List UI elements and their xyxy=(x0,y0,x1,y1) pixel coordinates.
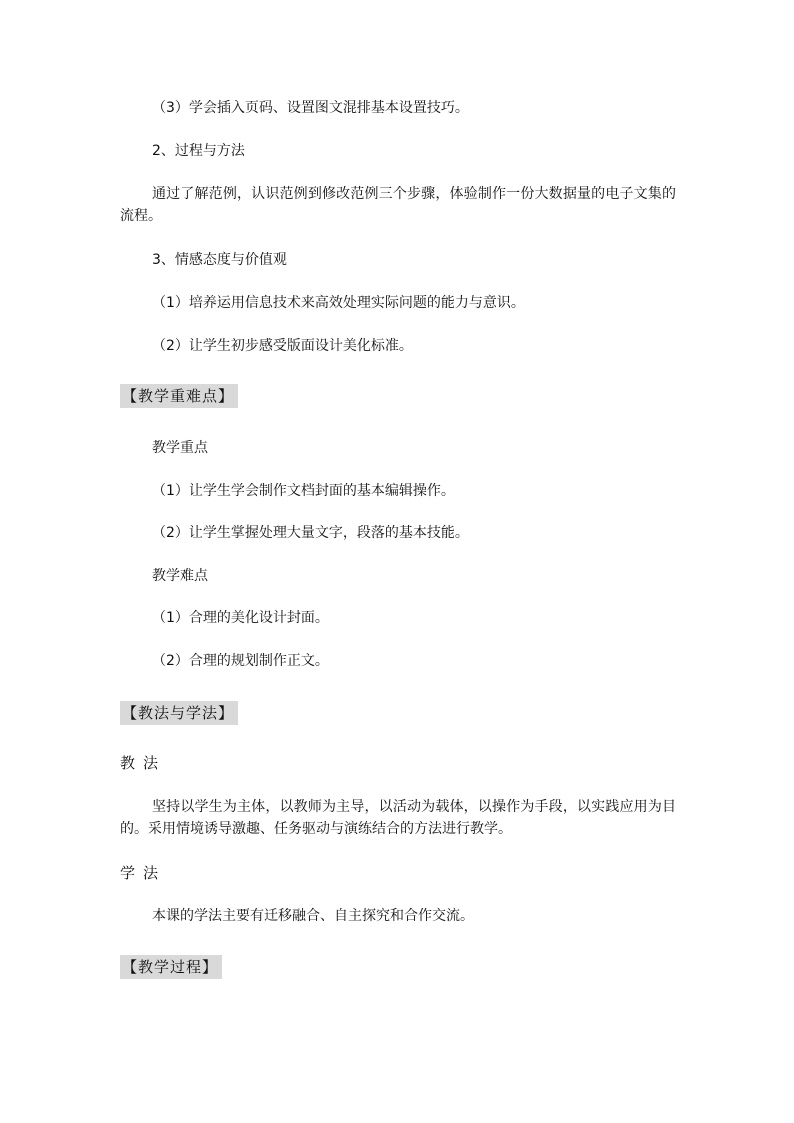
difficult-point-1: （1）合理的美化设计封面。 xyxy=(152,610,329,626)
key-point-1: （1）让学生学会制作文档封面的基本编辑操作。 xyxy=(152,483,455,499)
teaching-method-title: 教法 xyxy=(120,754,167,772)
attitude-item-1: （1）培养运用信息技术来高效处理实际问题的能力与意识。 xyxy=(152,295,525,311)
learning-method-title: 学法 xyxy=(120,864,167,882)
difficult-point-2: （2）合理的规划制作正文。 xyxy=(152,653,329,669)
key-point-2: （2）让学生掌握处理大量文字，段落的基本技能。 xyxy=(152,525,469,541)
objective-item-3: （3）学会插入页码、设置图文混排基本设置技巧。 xyxy=(152,100,469,116)
teaching-method-text: 坚持以学生为主体，以教师为主导，以活动为载体，以操作为手段，以实践应用为目的。采用情境诱导激趣、任务驱动与演练结合的方法进行教学。 xyxy=(120,799,676,837)
methods-heading: 【教法与学法】 xyxy=(120,701,238,725)
attitude-item-2: （2）让学生初步感受版面设计美化标准。 xyxy=(152,338,413,354)
key-points-title: 教学重点 xyxy=(152,440,208,456)
attitude-title: 3、情感态度与价值观 xyxy=(152,252,287,268)
process-method-text: 通过了解范例，认识范例到修改范例三个步骤，体验制作一份大数据量的电子文集的流程。 xyxy=(120,186,676,224)
learning-method-text: 本课的学法主要有迁移融合、自主探究和合作交流。 xyxy=(152,908,474,924)
process-method-title: 2、过程与方法 xyxy=(152,143,245,159)
difficult-points-title: 教学难点 xyxy=(152,568,208,584)
teaching-process-heading: 【教学过程】 xyxy=(120,955,222,979)
key-difficult-heading: 【教学重难点】 xyxy=(120,384,238,408)
